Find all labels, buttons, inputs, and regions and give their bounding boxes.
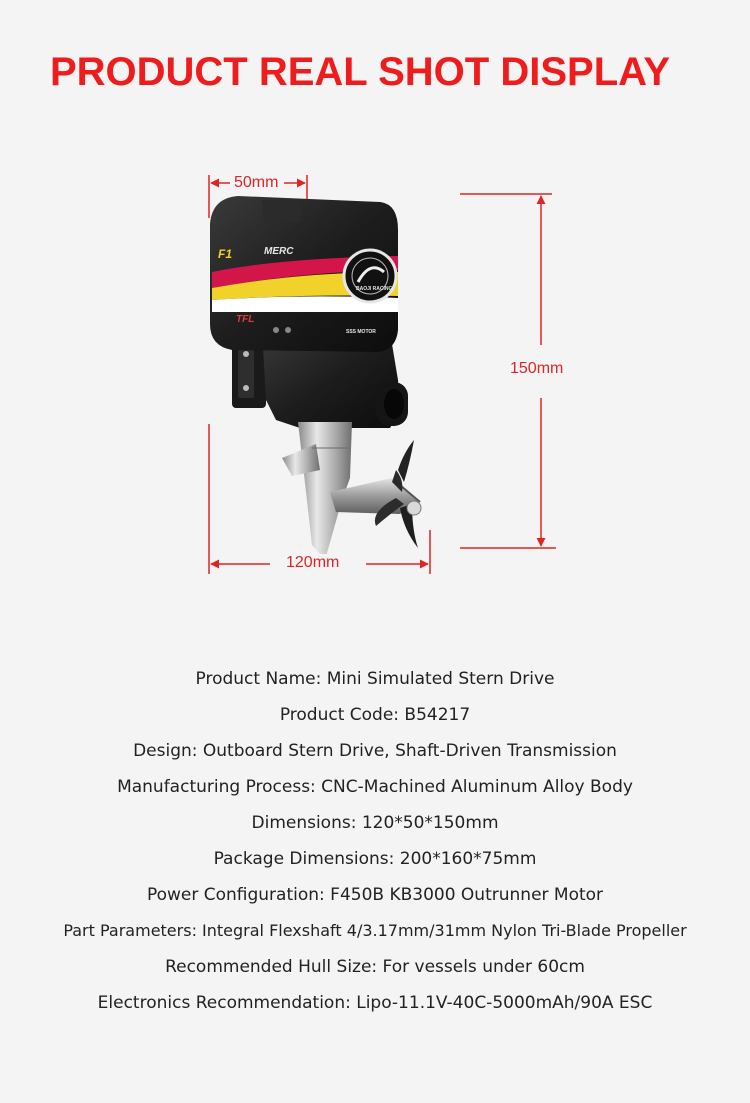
spec-product-code: Product Code: B54217	[279, 705, 471, 725]
spec-design: Design: Outboard Stern Drive, Shaft-Driven Transmission	[133, 741, 617, 761]
spec-dimensions: Dimensions: 120*50*150mm	[251, 813, 499, 833]
spec-list	[0, 666, 750, 1026]
product-figure	[0, 160, 750, 590]
spec-part-parameters: Part Parameters: Integral Flexshaft 4/3.17mm/31mm Nylon Tri-Blade Propeller	[63, 921, 687, 940]
page-title: PRODUCT REAL SHOT DISPLAY	[49, 50, 671, 94]
spec-manufacturing-process: Manufacturing Process: CNC-Machined Aluminum Alloy Body	[117, 777, 633, 797]
dimension-top-width-label: 50mm	[230, 174, 282, 192]
dimension-height-label: 150mm	[506, 360, 567, 378]
spec-electronics-recommendation: Electronics Recommendation: Lipo-11.1V-40C-5000mAh/90A ESC	[97, 993, 653, 1013]
spec-power-configuration: Power Configuration: F450B KB3000 Outrunner Motor	[146, 885, 604, 905]
engine-cowl	[210, 196, 398, 352]
side-mark-label: TFL	[236, 314, 255, 325]
outboard-stern-drive-image	[0, 160, 750, 590]
spec-product-name: Product Name: Mini Simulated Stern Drive	[195, 669, 555, 689]
emblem-label: BAOJI RACING	[356, 286, 393, 292]
maker-mark-label: SSS MOTOR	[346, 329, 376, 335]
spec-package-dimensions: Package Dimensions: 200*160*75mm	[213, 849, 537, 869]
dimension-length-label: 120mm	[282, 554, 343, 572]
cowl-brand-label: MERC	[264, 246, 294, 257]
spec-recommended-hull-size: Recommended Hull Size: For vessels under 60cm	[165, 957, 585, 977]
cowl-model-label: F1	[218, 247, 233, 261]
